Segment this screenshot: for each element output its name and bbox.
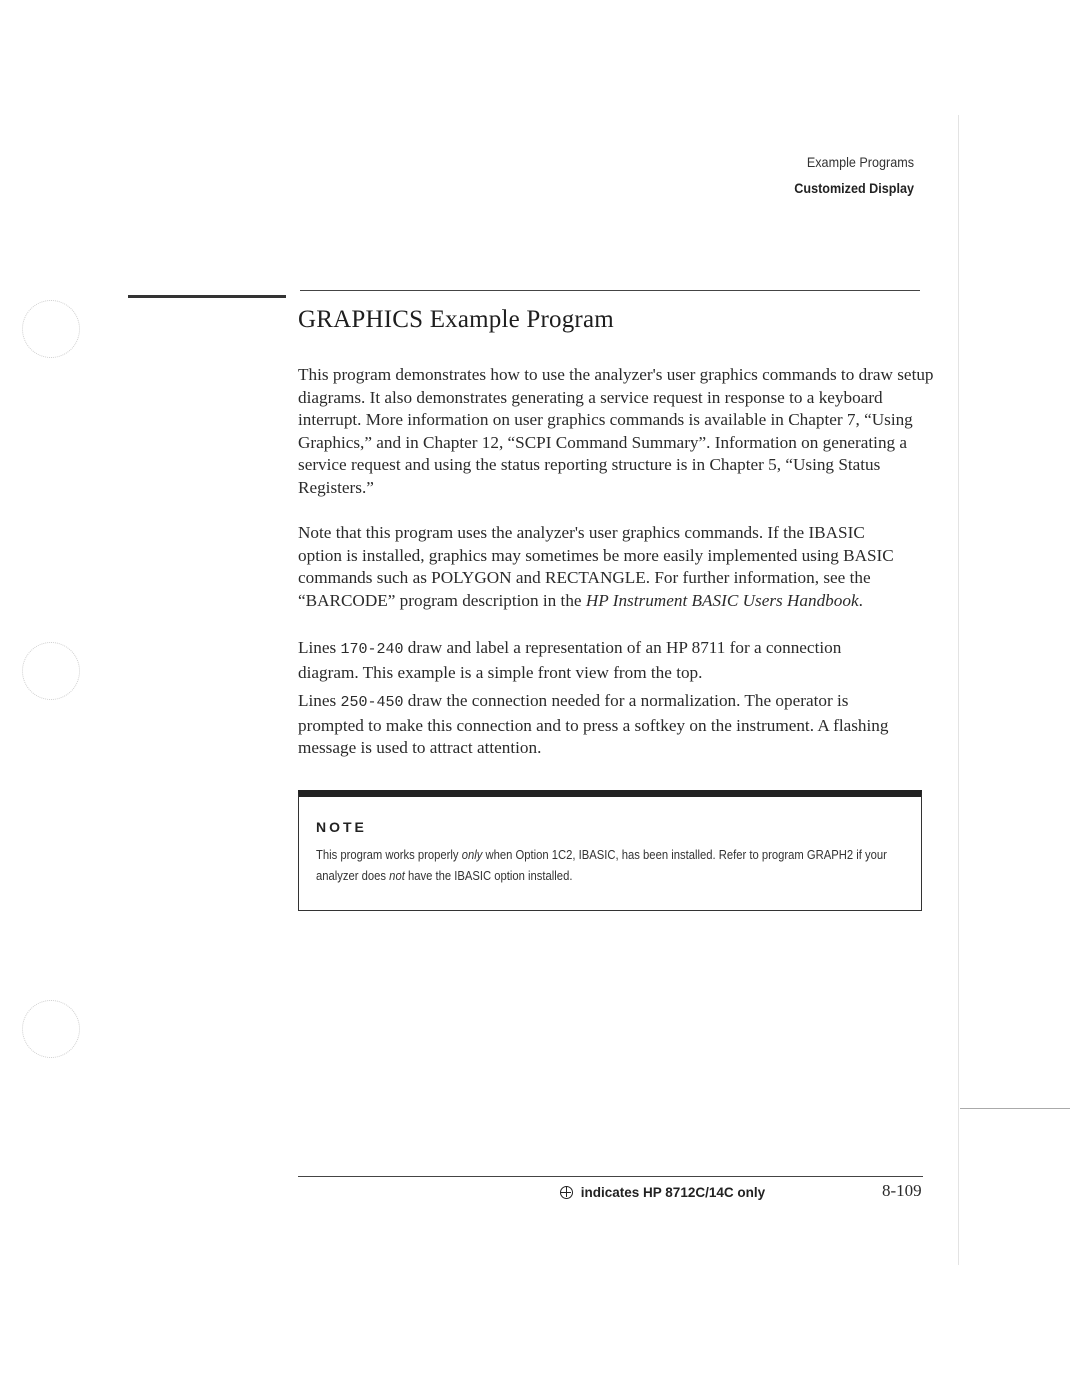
paragraph-lines-250-450 xyxy=(298,690,918,760)
lines-label-1: Lines xyxy=(298,638,337,657)
note-text-1: This program works properly xyxy=(316,848,459,862)
hp-8712c-14c-symbol-icon xyxy=(560,1186,573,1199)
binder-hole-bottom xyxy=(22,1000,80,1058)
section-rule-thin xyxy=(300,290,920,291)
note-emphasis-not: not xyxy=(389,869,405,883)
page-edge-tick xyxy=(960,1108,1070,1109)
page-number: 8-109 xyxy=(882,1181,922,1200)
section-rule-thick xyxy=(128,295,286,298)
lines-label-2: Lines xyxy=(298,691,337,710)
handbook-reference: HP Instrument BASIC Users Handbook xyxy=(585,590,859,610)
page-title: GRAPHICS Example Program xyxy=(298,306,614,333)
paragraph-note-basic-end: . xyxy=(858,590,863,610)
note-emphasis-only: only xyxy=(461,848,483,862)
code-range-2: 250-450 xyxy=(340,694,404,711)
footer-note xyxy=(560,1185,765,1200)
note-text-2: when Option 1C2, IBASIC, has been installed. Refer to program GRAPH2 if your analyzer does xyxy=(316,848,887,883)
paragraph-note-basic xyxy=(298,522,898,612)
binder-hole-middle xyxy=(22,642,80,700)
code-range-1: 170-240 xyxy=(340,641,404,658)
paragraph-lines-170-240 xyxy=(298,637,898,684)
paragraph-intro: This program demonstrates how to use the analyzer's user graphics commands to draw setup diagrams. It also demonstrates generating a service request in response to a keyboard interrupt. More information on user graphics commands is available in Chapter 7, “Using Graphics,” and in Chapter 12, “SCPI Command Summary”. Information on generating a service request and using the status reporting structure is in Chapter 5, “Using Status Registers.” xyxy=(298,365,934,497)
lines-desc-1: draw and label a representation of an HP 8711 for a connection diagram. This example is a simple front view from the top. xyxy=(298,638,842,682)
note-label: NOTE xyxy=(316,819,367,835)
running-header-subsection: Customized Display xyxy=(794,180,914,196)
note-text-3: have the IBASIC option installed. xyxy=(407,869,573,883)
lines-desc-2: draw the connection needed for a normalization. The operator is prompted to make this connection and to press a softkey on the instrument. A flashing message is used to attract attention. xyxy=(298,691,889,757)
running-header-section: Example Programs xyxy=(806,154,914,170)
footer-rule xyxy=(298,1176,923,1177)
binder-hole-top xyxy=(22,300,80,358)
page-edge-line xyxy=(958,115,959,1265)
footer-note-text: indicates HP 8712C/14C only xyxy=(580,1185,766,1200)
paragraph-note-basic-text: Note that this program uses the analyzer's user graphics commands. If the IBASIC option is installed, graphics may sometimes be more easily implemented using BASIC commands such as POLYGON and RECTANGLE. For further information, see the “BARCODE” program description in the xyxy=(298,523,894,610)
note-text xyxy=(316,845,910,887)
